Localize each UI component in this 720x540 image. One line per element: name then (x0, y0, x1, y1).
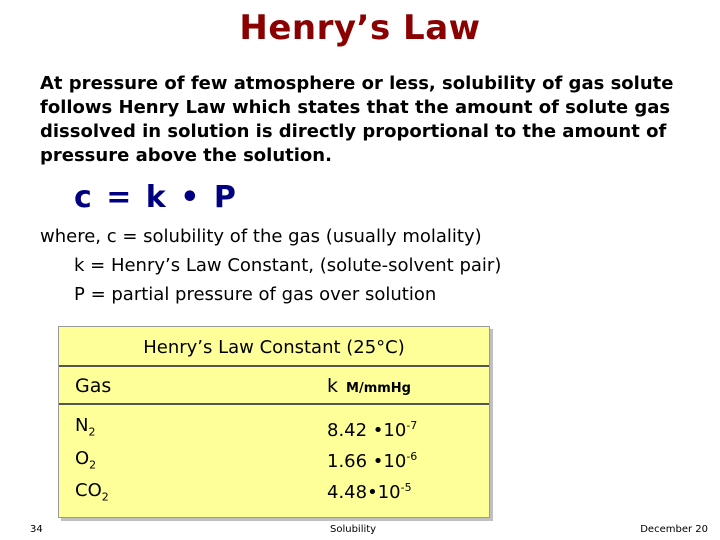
intro-line: pressure above the solution. (40, 145, 332, 166)
k-value-cell: $4.48•10^{-5}$ (327, 481, 412, 503)
definition-c: where, c = solubility of the gas (usually molality) (40, 226, 482, 247)
k-value-cell: 8.42 $•10^{-7}$ (327, 419, 418, 441)
intro-line: follows Henry Law which states that the amount of solute gas (40, 97, 671, 118)
gas-column (75, 413, 109, 511)
column-header-gas: Gas (75, 375, 112, 397)
gas-cell: $N_2$ (75, 415, 96, 439)
k-value-column (327, 413, 417, 506)
table-divider (59, 365, 489, 367)
page-number: 34 (30, 524, 43, 535)
henry-formula: c = k • P (74, 180, 238, 215)
intro-line: dissolved in solution is directly proportional to the amount of (40, 121, 667, 142)
k-value-cell: 1.66 $•10^{-6}$ (327, 450, 418, 472)
footer-date: December 20 (640, 524, 708, 535)
column-header-k-symbol: k (327, 375, 339, 397)
gas-cell: $O_2$ (75, 447, 97, 472)
table-title: Henry’s Law Constant (25°C) (143, 337, 405, 358)
intro-line: At pressure of few atmosphere or less, solubility of gas solute (40, 73, 674, 94)
column-header-unit: M/mmHg (346, 381, 411, 396)
definition-k: k = Henry’s Law Constant, (solute-solvent pair) (74, 255, 502, 276)
intro-paragraph (40, 72, 680, 168)
table-divider (59, 403, 489, 405)
gas-cell: $CO_2$ (75, 480, 109, 504)
slide-title: Henry’s Law (239, 8, 481, 48)
column-header-k (327, 375, 411, 397)
variable-definitions (40, 222, 501, 309)
definition-p: P = partial pressure of gas over solution (74, 284, 437, 305)
footer-topic: Solubility (330, 524, 377, 535)
henry-constant-table (58, 326, 490, 518)
